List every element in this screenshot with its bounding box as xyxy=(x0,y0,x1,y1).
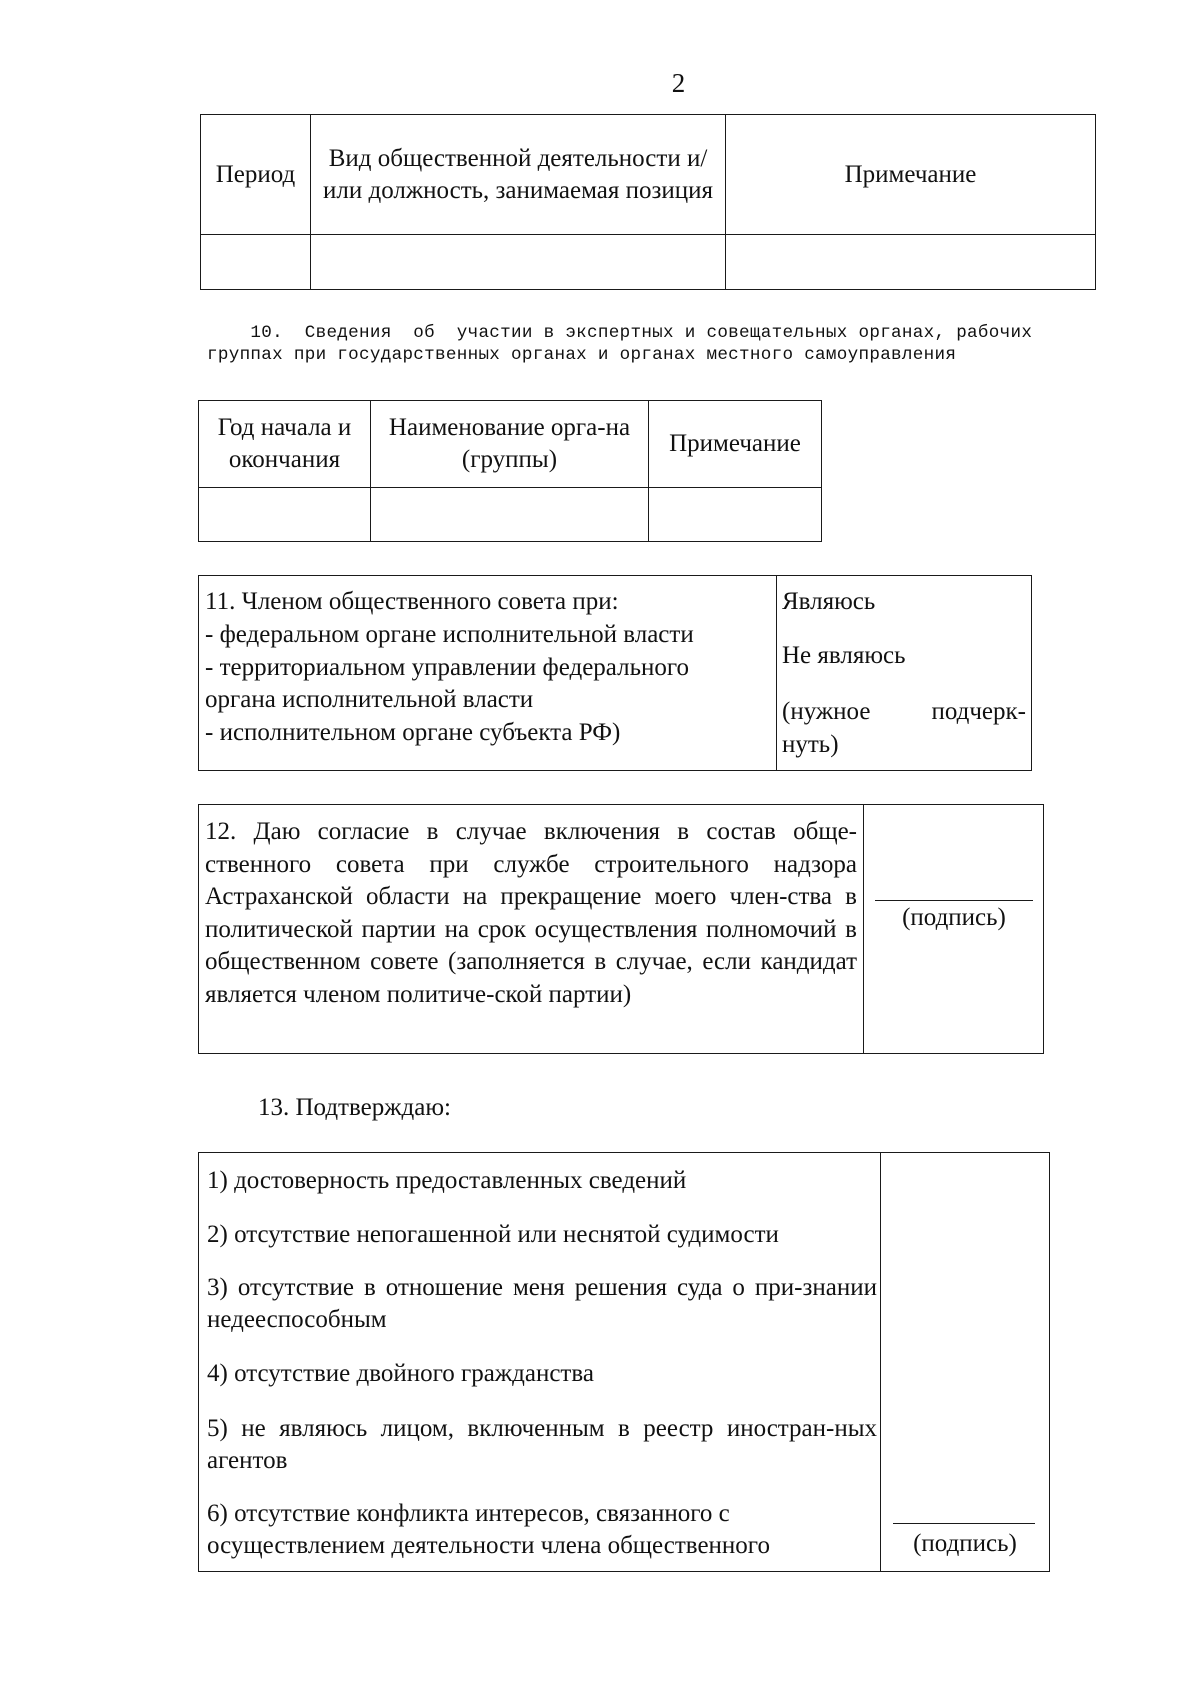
option-no[interactable]: Не являюсь xyxy=(782,642,906,669)
section11-line-1: 11. Членом общественного совета при: xyxy=(205,588,619,615)
header-note: Примечание xyxy=(726,115,1096,235)
section13-signature-label: (подпись) xyxy=(913,1530,1017,1557)
confirm-item-6: 6) отсутствие конфликта интересов, связанного с осуществлением деятельности члена общественного xyxy=(207,1500,770,1559)
header-period: Период xyxy=(201,115,311,235)
confirm-item-2: 2) отсутствие непогашенной или неснятой судимости xyxy=(207,1221,779,1248)
section12-consent-text: 12. Даю согласие в случае включения в состав обще-ственного совета при службе строительного надзора Астраханской области на прекращение моего член-ства в политической партии на срок осуществления полномочий в общественном совете (заполняется в случае, если кандидат является членом политиче-ской партии) xyxy=(205,818,857,1008)
section12-signature-label: (подпись) xyxy=(902,904,1006,931)
section11-line-4: органа исполнительной власти xyxy=(205,686,534,713)
section13-heading: 13. Подтверждаю: xyxy=(258,1094,451,1121)
cell-expert-note-empty[interactable] xyxy=(649,488,822,542)
section12-signature-line[interactable] xyxy=(875,900,1033,901)
cell-note-empty[interactable] xyxy=(726,235,1096,290)
underline-note: (нужное подчерк-нуть) xyxy=(782,698,1026,758)
confirm-item-5: 5) не являюсь лицом, включенным в реестр иностран-ных агентов xyxy=(207,1415,877,1474)
cell-period-empty[interactable] xyxy=(201,235,311,290)
activity-table xyxy=(200,114,1096,290)
page-number: 2 xyxy=(671,68,686,98)
section12-divider xyxy=(863,804,864,1054)
section11-line-2: - федеральном органе исполнительной власти xyxy=(205,621,694,648)
confirm-item-1: 1) достоверность предоставленных сведений xyxy=(207,1167,687,1194)
cell-years-empty[interactable] xyxy=(199,488,371,542)
section11-line-3: - территориальном управлении федерального xyxy=(205,654,690,681)
cell-activity-empty[interactable] xyxy=(311,235,726,290)
section10-text-line1: 10. Сведения об участии в экспертных и совещательных органах, рабочих xyxy=(207,323,1033,343)
confirm-item-4: 4) отсутствие двойного гражданства xyxy=(207,1360,594,1387)
expert-bodies-table xyxy=(198,400,822,542)
cell-body-name-empty[interactable] xyxy=(371,488,649,542)
section10-text-line2: группах при государственных органах и органах местного самоуправления xyxy=(207,345,957,365)
header-body-name: Наименование орга-на (группы) xyxy=(371,401,649,488)
option-yes[interactable]: Являюсь xyxy=(782,588,876,615)
header-years: Год начала и окончания xyxy=(199,401,371,488)
section11-divider xyxy=(776,575,777,771)
header-activity-type: Вид общественной деятельности и/или должность, занимаемая позиция xyxy=(311,115,726,235)
header-expert-note: Примечание xyxy=(649,401,822,488)
confirm-item-3: 3) отсутствие в отношение меня решения суда о при-знании недееспособным xyxy=(207,1274,877,1333)
section11-line-5: - исполнительном органе субъекта РФ) xyxy=(205,719,621,746)
section13-signature-line[interactable] xyxy=(893,1523,1035,1524)
section13-divider xyxy=(880,1152,881,1572)
